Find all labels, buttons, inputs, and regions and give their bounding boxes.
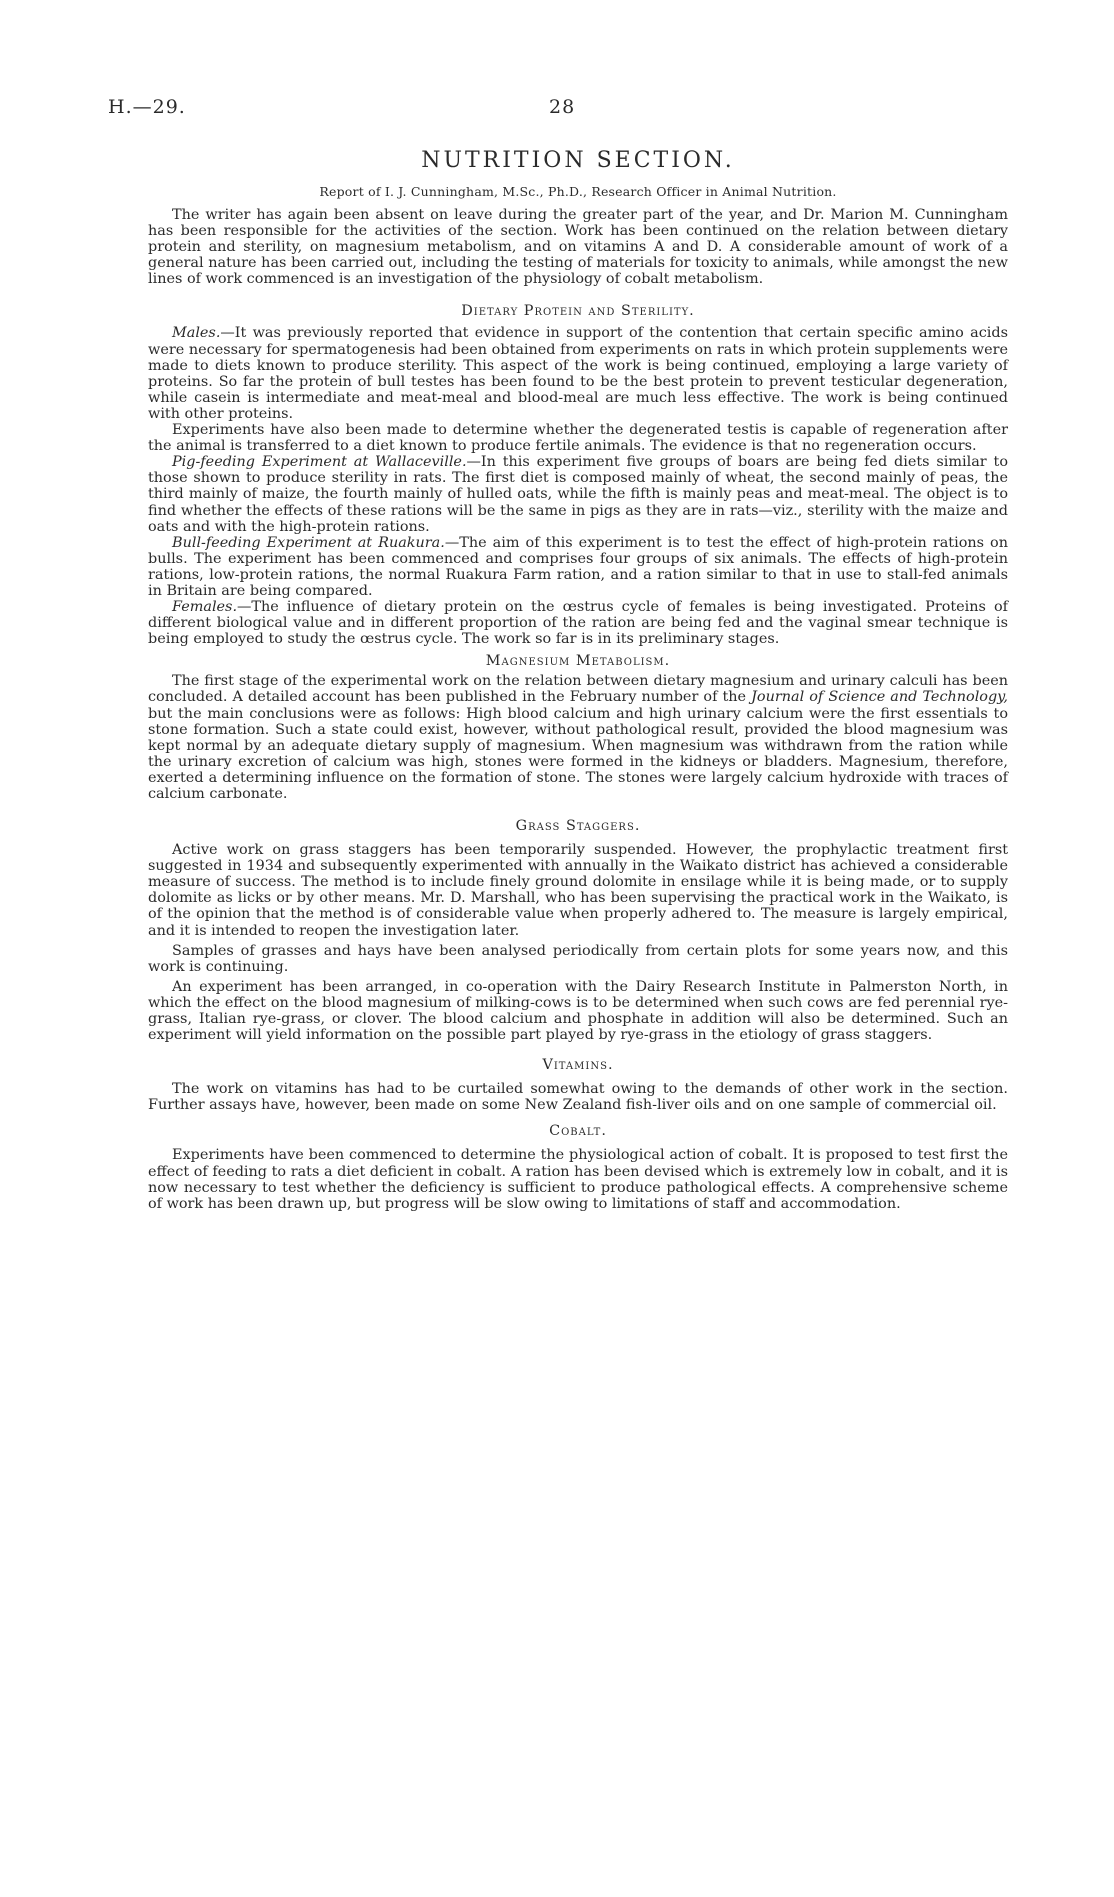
heading-grass-staggers: Grass Staggers. bbox=[515, 818, 641, 835]
magnesium-text-a: The first stage of the experimental work on the relation between dietary magnesium and urinary calculi has been concluded. A detailed account has been published in the February number of the bbox=[148, 673, 1008, 706]
cobalt-paragraph: Experiments have been commenced to determine the physiological action of cobalt. It is proposed to test first the effect of feeding to rats a diet deficient in cobalt. A ration has been devised which is extremely low in cobalt, and it is now necessary to test whether the deficiency is sufficient to produce pathological effects. A comprehensive scheme of work has been drawn up, but progress will be slow owing to limitations of staff and accommodation. bbox=[148, 1147, 1008, 1212]
magnesium-paragraph bbox=[148, 673, 1008, 802]
heading-cobalt: Cobalt. bbox=[549, 1123, 607, 1140]
females-paragraph bbox=[148, 599, 1008, 647]
males-paragraph bbox=[148, 325, 1008, 422]
page-reference: H.—29. bbox=[108, 96, 186, 118]
males-label: Males. bbox=[172, 325, 221, 342]
text-column bbox=[148, 148, 1008, 1212]
females-text: —The influence of dietary protein on the œstrus cycle of females is being investigated. Proteins of different biological value and in different proportion of the ration are being fed and the vaginal smear technique is being employed to study the œstrus cycle. The work so far is in its preliminary stages. bbox=[148, 599, 1008, 648]
pig-feeding-label: Pig-feeding Experiment at Wallaceville. bbox=[172, 454, 467, 471]
pig-feeding-paragraph bbox=[148, 454, 1008, 534]
staggers-paragraph-3: An experiment has been arranged, in co-operation with the Dairy Research Institute in Palmerston North, in which the effect on the blood magnesium of milking-cows is to be determined when such cows are fed perennial rye-grass, Italian rye-grass, or clover. The blood calcium and phosphate in addition will also be determined. Such an experiment will yield information on the possible part played by rye-grass in the etiology of grass staggers. bbox=[148, 978, 1008, 1044]
heading-magnesium: Magnesium Metabolism. bbox=[485, 653, 671, 670]
bull-feeding-text: —The aim of this experiment is to test the effect of high-protein rations on bulls. The experiment has been commenced and comprises four groups of six animals. The effects of high-protein rations, low-protein rations, the normal Ruakura Farm ration, and a ration similar to that in use to stall-fed animals in Britain are being compared. bbox=[148, 534, 1008, 599]
females-label: Females. bbox=[172, 599, 238, 616]
bull-feeding-paragraph bbox=[148, 535, 1008, 599]
males-text: —It was previously reported that evidence in support of the contention that certain specific amino acids were necessary for spermatogenesis had been obtained from experiments on rats in which protein supplements were made to diets known to produce sterility. This aspect of the work is being continued, employing a large variety of proteins. So far the protein of bull testes has been found to be the best protein to prevent testicular degeneration, while casein is intermediate and meat-meal and blood-meal are much less effective. The work is being continued with other proteins. bbox=[148, 325, 1008, 422]
pig-feeding-text: —In this experiment five groups of boars are being fed diets similar to those shown to produce sterility in rats. The first diet is composed mainly of wheat, the second mainly of peas, the third mainly of maize, the fourth mainly of hulled oats, while the fifth is mainly peas and meat-meal. The object is to find whether the effects of these rations will be the same in pigs as they are in rats—viz., sterility with the maize and oats and with the high-protein rations. bbox=[148, 454, 1008, 535]
magnesium-text-b: but the main conclusions were as follows: High blood calcium and high urinary calcium were the first essentials to stone formation. Such a state could exist, however, without pathological result, provided the blood magnesium was kept normal by an adequate dietary supply of magnesium. When magnesium was withdrawn from the ration while the urinary excretion of calcium was high, stones were formed in the kidneys or bladders. Magnesium, therefore, exerted a determining influence on the formation of stone. The stones were largely calcium hydroxide with traces of calcium carbonate. bbox=[148, 705, 1008, 802]
heading-vitamins: Vitamins. bbox=[542, 1057, 614, 1074]
heading-dietary-protein: Dietary Protein and Sterility. bbox=[461, 303, 695, 320]
page-number: 28 bbox=[549, 96, 576, 118]
journal-title: Journal of Science and Technology, bbox=[751, 689, 1008, 706]
section-title: NUTRITION SECTION. bbox=[421, 148, 735, 173]
vitamins-paragraph: The work on vitamins has had to be curtailed somewhat owing to the demands of other work in the section. Further assays have, however, been made on some New Zealand fish-liver oils and on one sample of commercial oil. bbox=[148, 1081, 1008, 1114]
report-byline: Report of I. J. Cunningham, M.Sc., Ph.D., Research Officer in Animal Nutrition. bbox=[319, 184, 837, 199]
bull-feeding-label: Bull-feeding Experiment at Ruakura. bbox=[172, 534, 445, 551]
staggers-paragraph-1: Active work on grass staggers has been temporarily suspended. However, the prophylactic treatment first suggested in 1934 and subsequently experimented with annually in the Waikato district has achieved a considerable measure of success. The method is to include finely ground dolomite in ensilage while it is being made, or to supply dolomite as licks or by other means. Mr. D. Marshall, who has been supervising the practical work in the Waikato, is of the opinion that the method is of considerable value when properly adhered to. The measure is largely empirical, and it is intended to reopen the investigation later. bbox=[148, 842, 1008, 939]
intro-paragraph: The writer has again been absent on leave during the greater part of the year, and Dr. Marion M. Cunningham has been responsible for the activities of the section. Work has been continued on the relation between dietary protein and sterility, on magnesium metabolism, and on vitamins A and D. A considerable amount of work of a general nature has been carried out, including the testing of materials for toxicity to animals, while amongst the new lines of work commenced is an investigation of the physiology of cobalt metabolism. bbox=[148, 207, 1008, 288]
regeneration-paragraph: Experiments have also been made to determine whether the degenerated testis is capable of regeneration after the animal is transferred to a diet known to produce fertile animals. The evidence is that no regeneration occurs. bbox=[148, 422, 1008, 455]
staggers-paragraph-2: Samples of grasses and hays have been analysed periodically from certain plots for some years now, and this work is continuing. bbox=[148, 942, 1008, 975]
